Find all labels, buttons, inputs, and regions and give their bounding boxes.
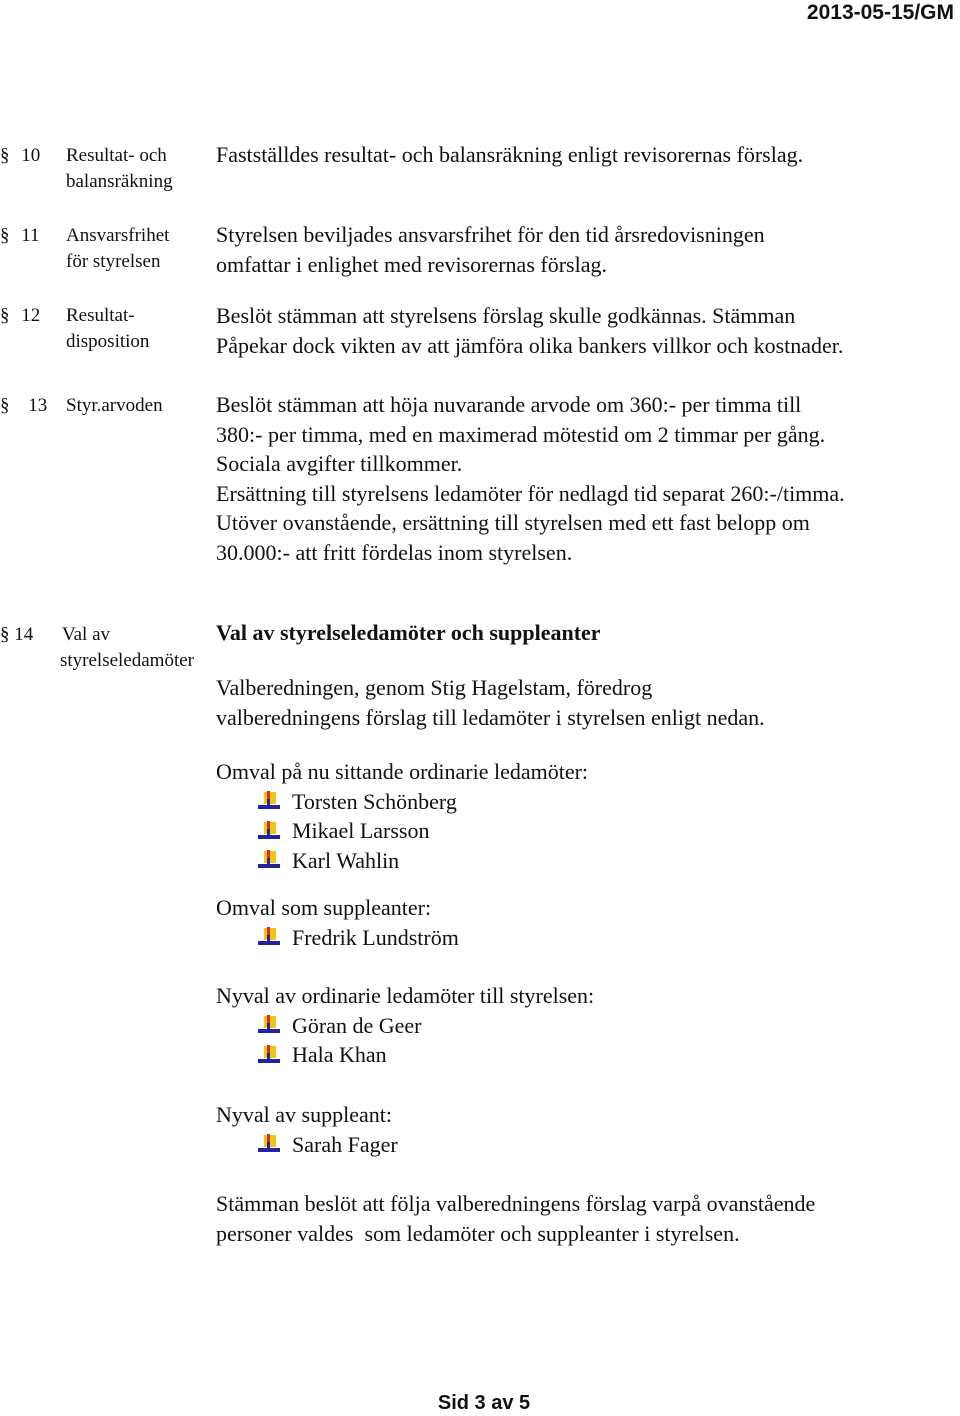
section-number: 11 bbox=[21, 225, 40, 246]
member-name: Mikael Larsson bbox=[292, 818, 430, 843]
section-13-number bbox=[0, 393, 47, 419]
bullet-icon bbox=[258, 927, 280, 947]
section-14-intro: Valberedningen, genom Stig Hagelstam, föredrog valberedningens förslag till ledamöter i styrelsen enligt nedan. bbox=[216, 675, 765, 730]
list-item bbox=[258, 787, 588, 817]
paragraph-symbol: § bbox=[0, 225, 10, 246]
section-13-label: Styr.arvoden bbox=[66, 395, 163, 416]
section-11-number bbox=[0, 223, 40, 249]
group-nyval-suppleant bbox=[216, 1100, 398, 1159]
list-item bbox=[258, 846, 588, 876]
section-10-number bbox=[0, 143, 40, 169]
page-number: Sid 3 av 5 bbox=[437, 1392, 531, 1414]
paragraph-symbol: § bbox=[0, 305, 10, 326]
section-14-label-line-2: styrelseledamöter bbox=[60, 650, 195, 671]
section-number: 10 bbox=[21, 145, 41, 166]
section-14-conclusion: Stämman beslöt att följa valberedningens förslag varpå ovanstående personer valdes som ledamöter och suppleanter i styrelsen. bbox=[216, 1191, 816, 1246]
bullet-icon bbox=[258, 821, 280, 841]
member-name: Hala Khan bbox=[292, 1042, 387, 1067]
group-omval-suppleanter bbox=[216, 893, 459, 952]
list-item bbox=[258, 1040, 594, 1070]
section-14-heading: Val av styrelseledamöter och suppleanter bbox=[216, 620, 601, 645]
section-11-label: Ansvarsfrihet för styrelsen bbox=[66, 225, 170, 272]
list-item bbox=[258, 1011, 594, 1041]
paragraph-symbol: § bbox=[0, 145, 10, 166]
section-10-text: Fastställdes resultat- och balansräkning enligt revisorernas förslag. bbox=[216, 142, 804, 167]
group-title: Nyval av ordinarie ledamöter till styrelsen: bbox=[216, 983, 595, 1008]
section-12-text: Beslöt stämman att styrelsens förslag skulle godkännas. Stämman Påpekar dock vikten av att jämföra olika bankers villkor och kostnader. bbox=[216, 303, 844, 358]
member-name: Fredrik Lundström bbox=[292, 924, 459, 950]
member-name: Göran de Geer bbox=[292, 1012, 422, 1038]
list-item bbox=[258, 923, 459, 953]
member-name: Karl Wahlin bbox=[292, 847, 400, 873]
section-12-label: Resultat- disposition bbox=[66, 305, 150, 352]
member-name: Sarah Fager bbox=[292, 1131, 398, 1157]
group-title: Omval som suppleanter: bbox=[216, 895, 432, 920]
group-title: Nyval av suppleant: bbox=[216, 1102, 392, 1127]
document-date: 2013-05-15/GM bbox=[806, 1, 954, 24]
bullet-icon bbox=[258, 1045, 280, 1065]
member-name: Torsten Schönberg bbox=[292, 788, 457, 814]
group-title: Omval på nu sittande ordinarie ledamöter: bbox=[216, 759, 589, 784]
section-14-number bbox=[0, 622, 33, 648]
section-number: 14 bbox=[14, 624, 34, 645]
bullet-icon bbox=[258, 1015, 280, 1035]
bullet-icon bbox=[258, 791, 280, 811]
paragraph-symbol: § bbox=[0, 395, 10, 416]
section-13-text: Beslöt stämman att höja nuvarande arvode om 360:- per timma till 380:- per timma, med en maximerad mötestid om 2 timmar per gång. Sociala avgifter tillkommer. Ersättning till styrelsens ledamöter för nedlagd tid separat 260:-/timma. Utöver ovanstående, ersättning till styrelsen med ett fast belopp om 30.000:- att fritt fördelas inom styrelsen. bbox=[216, 392, 845, 565]
group-omval-ordinarie bbox=[216, 757, 588, 875]
bullet-icon bbox=[258, 1134, 280, 1154]
section-number: 12 bbox=[21, 305, 41, 326]
list-item bbox=[258, 816, 588, 846]
list-item bbox=[258, 1130, 398, 1160]
section-11-text: Styrelsen beviljades ansvarsfrihet för den tid årsredovisningen omfattar i enlighet med revisorernas förslag. bbox=[216, 222, 765, 277]
section-12-number bbox=[0, 303, 40, 329]
section-10-label: Resultat- och balansräkning bbox=[66, 145, 173, 192]
section-number: 13 bbox=[28, 395, 48, 416]
group-nyval-ordinarie bbox=[216, 981, 594, 1070]
section-14-label-line-1: Val av bbox=[62, 624, 111, 645]
bullet-icon bbox=[258, 850, 280, 870]
paragraph-symbol: § bbox=[0, 624, 10, 645]
